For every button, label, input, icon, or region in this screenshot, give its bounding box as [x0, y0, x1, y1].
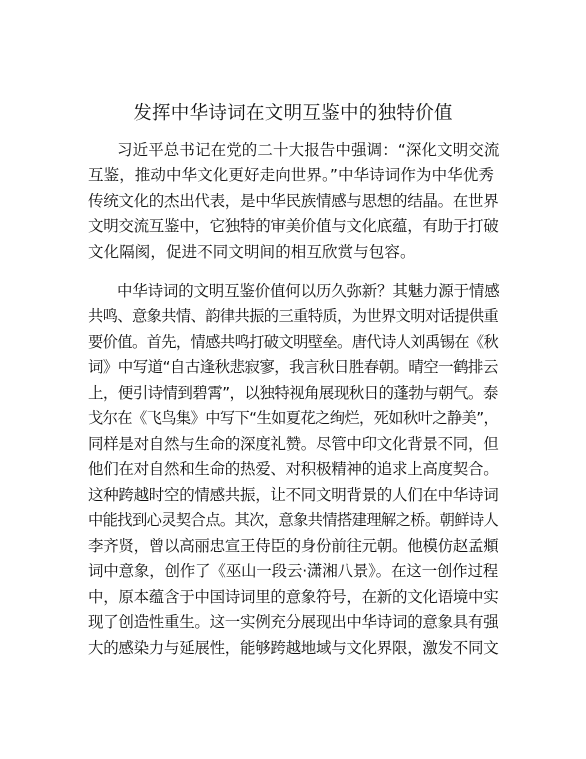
- paragraph-2-line-6: 戈尔在《飞鸟集》中写下“生如夏花之绚烂，死如秋叶之静美”，: [88, 409, 499, 427]
- paragraph-2-line-12: 词中意象，创作了《巫山一段云·潇湘八景》。在这一创作过程: [88, 562, 499, 580]
- paragraph-2-line-8: 他们在对自然和生命的热爱、对积极精神的追求上高度契合。: [88, 460, 499, 478]
- document-title: 发挥中华诗词在文明互鉴中的独特价值: [133, 103, 453, 124]
- paragraph-2-line-7: 同样是对自然与生命的深度礼赞。尽管中印文化背景不同，但: [88, 435, 499, 453]
- paragraph-2-line-14: 现了创造性重生。这一实例充分展现出中华诗词的意象具有强: [88, 613, 499, 631]
- paragraph-2-line-9: 这种跨越时空的情感共振，让不同文明背景的人们在中华诗词: [88, 486, 499, 504]
- paragraph-2-line-10: 中能找到心灵契合点。其次，意象共情搭建理解之桥。朝鲜诗人: [88, 511, 499, 529]
- paragraph-2-line-11: 李齐贤，曾以高丽忠宣王侍臣的身份前往元朝。他模仿赵孟頫: [88, 537, 499, 555]
- paragraph-2-line-3: 要价值。首先，情感共鸣打破文明壁垒。唐代诗人刘禹锡在《秋: [88, 333, 499, 351]
- paragraph-2-line-15: 大的感染力与延展性，能够跨越地域与文化界限，激发不同文: [88, 639, 499, 657]
- paragraph-2-line-13: 中，原本蕴含于中国诗词里的意象符号，在新的文化语境中实: [88, 588, 499, 606]
- paragraph-1-line-1: 习近平总书记在党的二十大报告中强调：“深化文明交流: [117, 141, 500, 159]
- paragraph-1-line-4: 文明交流互鉴中，它独特的审美价值与文化底蕴，有助于打破: [88, 217, 499, 235]
- paragraph-2-line-2: 共鸣、意象共情、韵律共振的三重特质，为世界文明对话提供重: [88, 307, 499, 325]
- paragraph-2-line-4: 词》中写道“自古逢秋悲寂寥，我言秋日胜春朝。晴空一鹤排云: [88, 358, 498, 376]
- paragraph-2-line-1: 中华诗词的文明互鉴价值何以历久弥新？其魅力源于情感: [117, 282, 500, 300]
- paragraph-1-line-2: 互鉴，推动中华文化更好走向世界。”中华诗词作为中华优秀: [88, 166, 494, 184]
- paragraph-1-line-5: 文化隔阂，促进不同文明间的相互欣赏与包容。: [88, 243, 416, 261]
- paragraph-1-line-3: 传统文化的杰出代表，是中华民族情感与思想的结晶。在世界: [88, 192, 499, 210]
- paragraph-2-line-5: 上，便引诗情到碧霄”，以独特视角展现秋日的蓬勃与朝气。泰: [88, 384, 498, 402]
